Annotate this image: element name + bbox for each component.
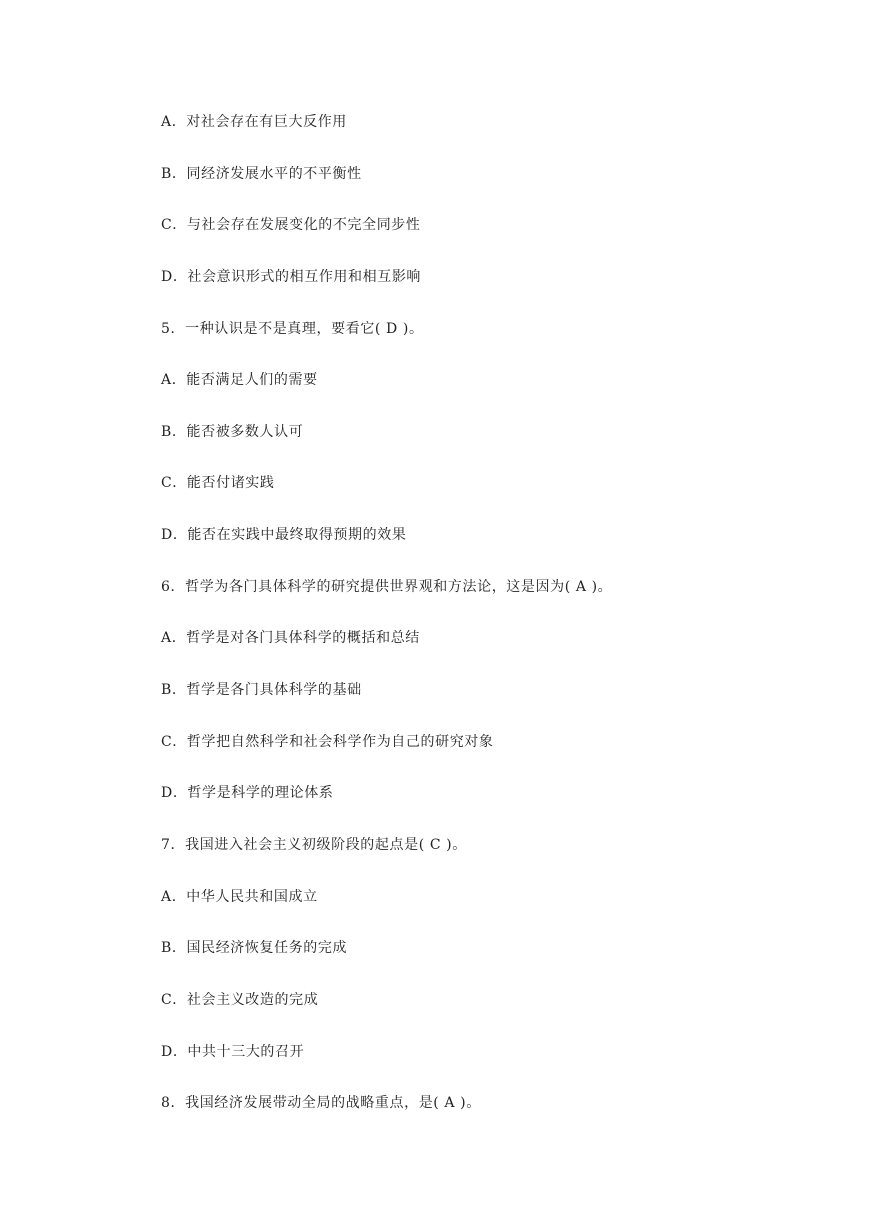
option-line: A．对社会存在有巨大反作用: [161, 114, 347, 130]
option-line: C．社会主义改造的完成: [161, 991, 319, 1008]
option-line: C．能否付诸实践: [161, 475, 275, 492]
option-line: B．哲学是各门具体科学的基础: [161, 682, 362, 699]
option-line: A．哲学是对各门具体科学的概括和总结: [161, 630, 420, 647]
option-line: A．能否满足人们的需要: [161, 372, 318, 389]
option-line: B．国民经济恢复任务的完成: [161, 940, 348, 957]
option-line: D．哲学是科学的理论体系: [161, 785, 334, 802]
question-line: 7．我国进入社会主义初级阶段的起点是( C )。: [161, 836, 467, 853]
option-line: B．能否被多数人认可: [161, 423, 304, 440]
option-line: D．能否在实践中最终取得预期的效果: [161, 527, 407, 544]
option-line: A．中华人民共和国成立: [161, 888, 318, 905]
question-line: 8．我国经济发展带动全局的战略重点，是( A )。: [161, 1095, 481, 1112]
option-line: C．哲学把自然科学和社会科学作为自己的研究对象: [161, 733, 494, 750]
question-line: 5．一种认识是不是真理，要看它( D )。: [161, 320, 424, 337]
question-line: 6．哲学为各门具体科学的研究提供世界观和方法论，这是因为( A )。: [161, 578, 613, 595]
option-line: C．与社会存在发展变化的不完全同步性: [161, 217, 421, 234]
option-line: D．中共十三大的召开: [161, 1043, 305, 1060]
option-line: D．社会意识形式的相互作用和相互影响: [161, 268, 422, 285]
option-line: B．同经济发展水平的不平衡性: [161, 165, 362, 182]
question-list: [161, 111, 851, 1144]
